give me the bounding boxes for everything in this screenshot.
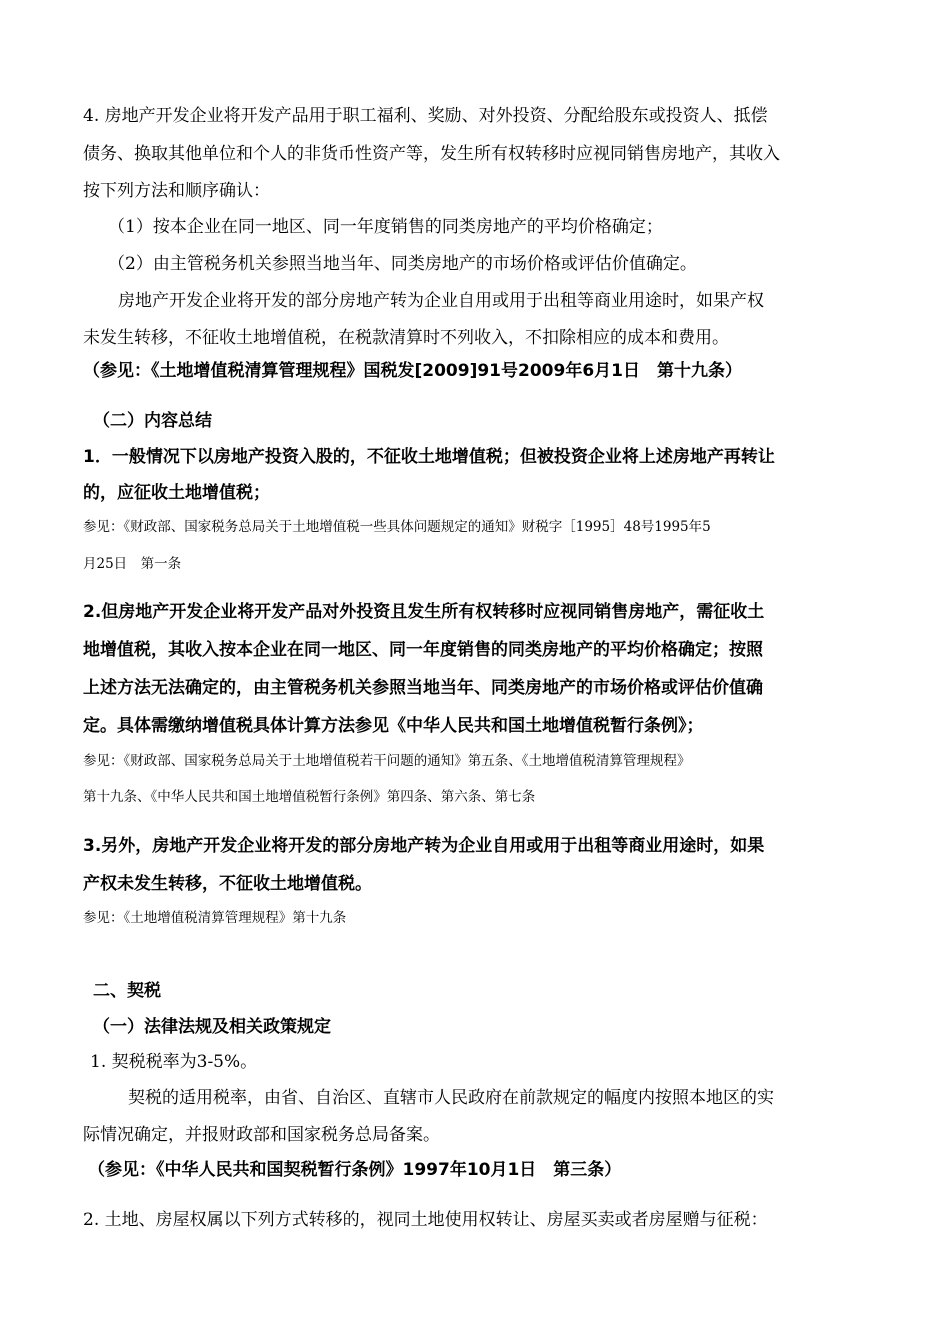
method-1: （1）按本企业在同一地区、同一年度销售的同类房地产的平均价格确定； bbox=[108, 217, 663, 237]
summary-ref2-line-1: 参见：《财政部、国家税务总局关于土地增值税若干问题的通知》第五条、《土地增值税清算管理规程》 bbox=[83, 753, 691, 769]
deed-tax-item1: 1. 契税税率为3-5%。 bbox=[90, 1052, 258, 1072]
summary-item2-line-2: 地增值税，其收入按本企业在同一地区、同一年度销售的同类房地产的平均价格确定；按照 bbox=[83, 640, 763, 660]
deed-tax-item2: 2. 土地、房屋权属以下列方式转移的，视同土地使用权转让、房屋买卖或者房屋赠与征税： bbox=[83, 1210, 768, 1230]
summary-item3-line-2: 产权未发生转移，不征收土地增值税。 bbox=[83, 874, 372, 894]
summary-item2-line-3: 上述方法无法确定的，由主管税务机关参照当地当年、同类房地产的市场价格或评估价值确 bbox=[83, 678, 763, 698]
summary-item2-line-1: 2.但房地产开发企业将开发产品对外投资且发生所有权转移时应视同销售房地产，需征收土 bbox=[83, 602, 765, 622]
summary-ref2-line-2: 第十九条、《中华人民共和国土地增值税暂行条例》第四条、第六条、第七条 bbox=[83, 789, 536, 805]
item4-line-3: 按下列方法和顺序确认： bbox=[83, 181, 270, 201]
deed-tax-reference: （参见：《中华人民共和国契税暂行条例》1997年10月1日 第三条） bbox=[88, 1160, 622, 1180]
reference-b4: （参见：《土地增值税清算管理规程》国税发[2009]91号2009年6月1日 第十九条） bbox=[83, 361, 742, 381]
method-2: （2）由主管税务机关参照当地当年、同类房地产的市场价格或评估价值确定。 bbox=[108, 254, 697, 274]
paragraph-line-1: 房地产开发企业将开发的部分房地产转为企业自用或用于出租等商业用途时，如果产权 bbox=[118, 291, 764, 311]
deed-tax-paragraph-line-1: 契税的适用税率，由省、自治区、直辖市人民政府在前款规定的幅度内按照本地区的实 bbox=[128, 1088, 774, 1108]
summary-heading: （二）内容总结 bbox=[93, 411, 212, 431]
summary-ref3: 参见：《土地增值税清算管理规程》第十九条 bbox=[83, 910, 347, 926]
summary-item2-line-4: 定。具体需缴纳增值税具体计算方法参见《中华人民共和国土地增值税暂行条例》； bbox=[83, 716, 704, 736]
summary-item3-line-1: 3.另外，房地产开发企业将开发的部分房地产转为企业自用或用于出租等商业用途时，如果 bbox=[83, 836, 765, 856]
summary-item1-line-2: 的，应征收土地增值税； bbox=[83, 483, 270, 503]
deed-tax-paragraph-line-2: 际情况确定，并报财政部和国家税务总局备案。 bbox=[83, 1125, 440, 1145]
summary-ref1-line-2: 月25日 第一条 bbox=[83, 556, 182, 572]
summary-item1-line-1: 1．一般情况下以房地产投资入股的，不征收土地增值税；但被投资企业将上述房地产再转让 bbox=[83, 447, 775, 467]
item4-line-1: 4. 房地产开发企业将开发产品用于职工福利、奖励、对外投资、分配给股东或投资人、抵偿 bbox=[83, 106, 768, 126]
item4-line-2: 债务、换取其他单位和个人的非货币性资产等，发生所有权转移时应视同销售房地产，其收入 bbox=[83, 144, 780, 164]
summary-ref1-line-1: 参见：《财政部、国家税务总局关于土地增值税一些具体问题规定的通知》财税字［1995］48号1995年5 bbox=[83, 519, 711, 535]
deed-tax-subheading: （一）法律法规及相关政策规定 bbox=[93, 1017, 331, 1037]
paragraph-line-2: 未发生转移，不征收土地增值税，在税款清算时不列收入，不扣除相应的成本和费用。 bbox=[83, 328, 729, 348]
deed-tax-heading: 二、契税 bbox=[93, 981, 161, 1001]
